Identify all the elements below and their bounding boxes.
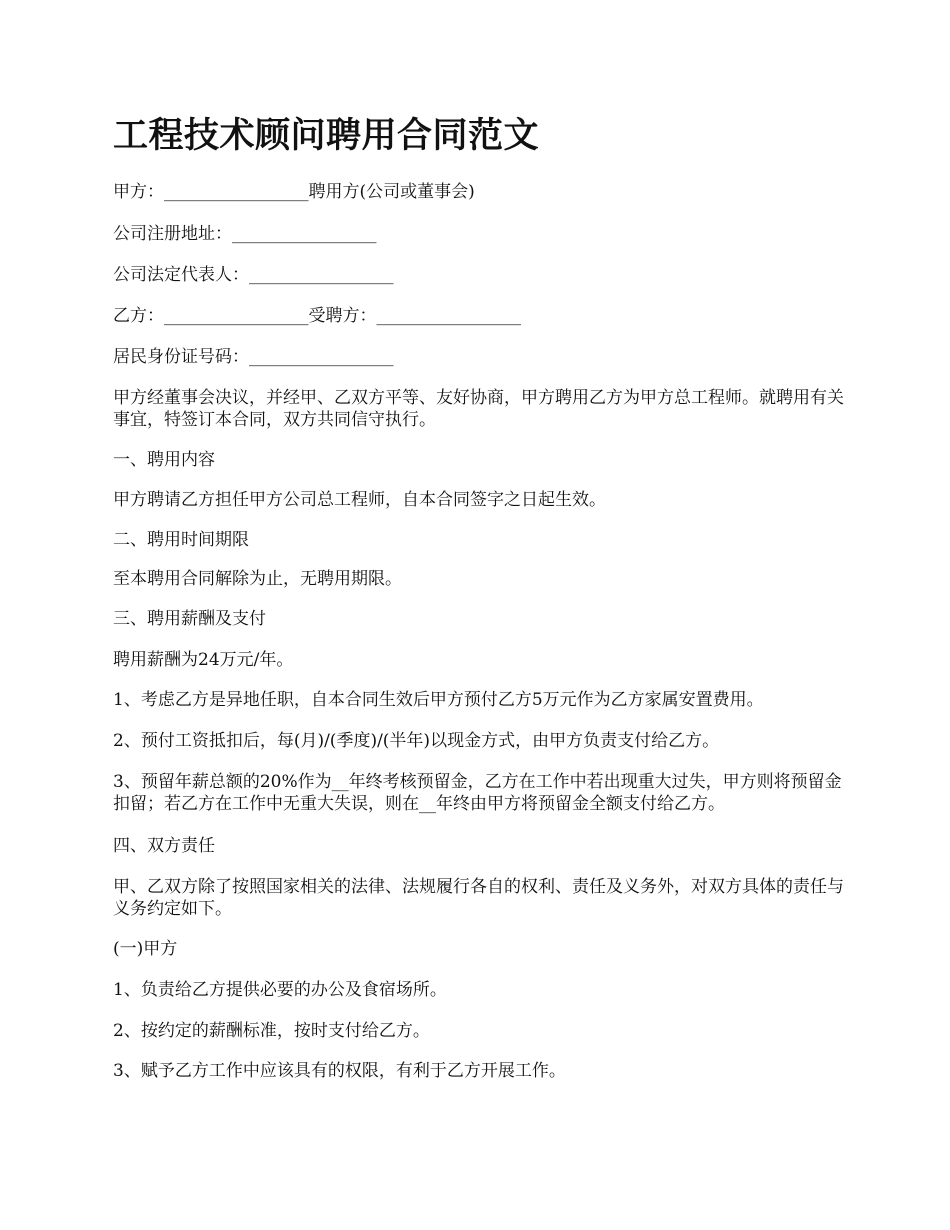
salary-clause-2: 2、预付工资抵扣后，每(月)/(季度)/(半年)以现金方式，由甲方负责支付给乙方。 <box>113 731 720 751</box>
term-paragraph: 至本聘用合同解除为止，无聘用期限。 <box>113 569 402 589</box>
legal-representative-line: 公司法定代表人：_________________ <box>113 265 394 285</box>
party-a-duty-2: 2、按约定的薪酬标准，按时支付给乙方。 <box>113 1021 430 1041</box>
salary-clause-3: 3、预留年薪总额的20%作为__年终考核预留金，乙方在工作中若出现重大过失，甲方则将预留金扣留；若乙方在工作中无重大失误，则在__年终由甲方将预留金全额支付给乙方。 <box>113 772 842 814</box>
party-a-duty-3: 3、赋予乙方工作中应该具有的权限，有利于乙方开展工作。 <box>113 1061 566 1081</box>
content-paragraph: 甲方聘请乙方担任甲方公司总工程师，自本合同签字之日起生效。 <box>113 490 606 510</box>
party-b-line: 乙方：_________________受聘方：_________________ <box>113 306 521 326</box>
party-a-duty-1: 1、负责给乙方提供必要的办公及食宿场所。 <box>113 980 447 1000</box>
section-heading-responsibility: 四、双方责任 <box>113 836 215 856</box>
subsection-heading-party-a: (一)甲方 <box>113 939 178 959</box>
id-number-line: 居民身份证号码：_________________ <box>113 347 394 367</box>
salary-clause-1: 1、考虑乙方是异地任职，自本合同生效后甲方预付乙方5万元作为乙方家属安置费用。 <box>113 690 764 710</box>
party-a-line: 甲方：_________________聘用方(公司或董事会) <box>113 182 475 202</box>
preamble-paragraph: 甲方经董事会决议，并经甲、乙双方平等、友好协商，甲方聘用乙方为甲方总工程师。就聘用有关事宜，特签订本合同，双方共同信守执行。 <box>113 388 844 430</box>
company-address-line: 公司注册地址：_________________ <box>113 224 377 244</box>
responsibility-paragraph: 甲、乙双方除了按照国家相关的法律、法规履行各自的权利、责任及义务外，对双方具体的责任与义务约定如下。 <box>113 877 844 919</box>
section-heading-content: 一、聘用内容 <box>113 450 215 470</box>
document-title: 工程技术顾问聘用合同范文 <box>113 115 540 156</box>
section-heading-term: 二、聘用时间期限 <box>113 530 249 550</box>
section-heading-salary: 三、聘用薪酬及支付 <box>113 609 266 629</box>
salary-paragraph: 聘用薪酬为24万元/年。 <box>113 650 294 670</box>
